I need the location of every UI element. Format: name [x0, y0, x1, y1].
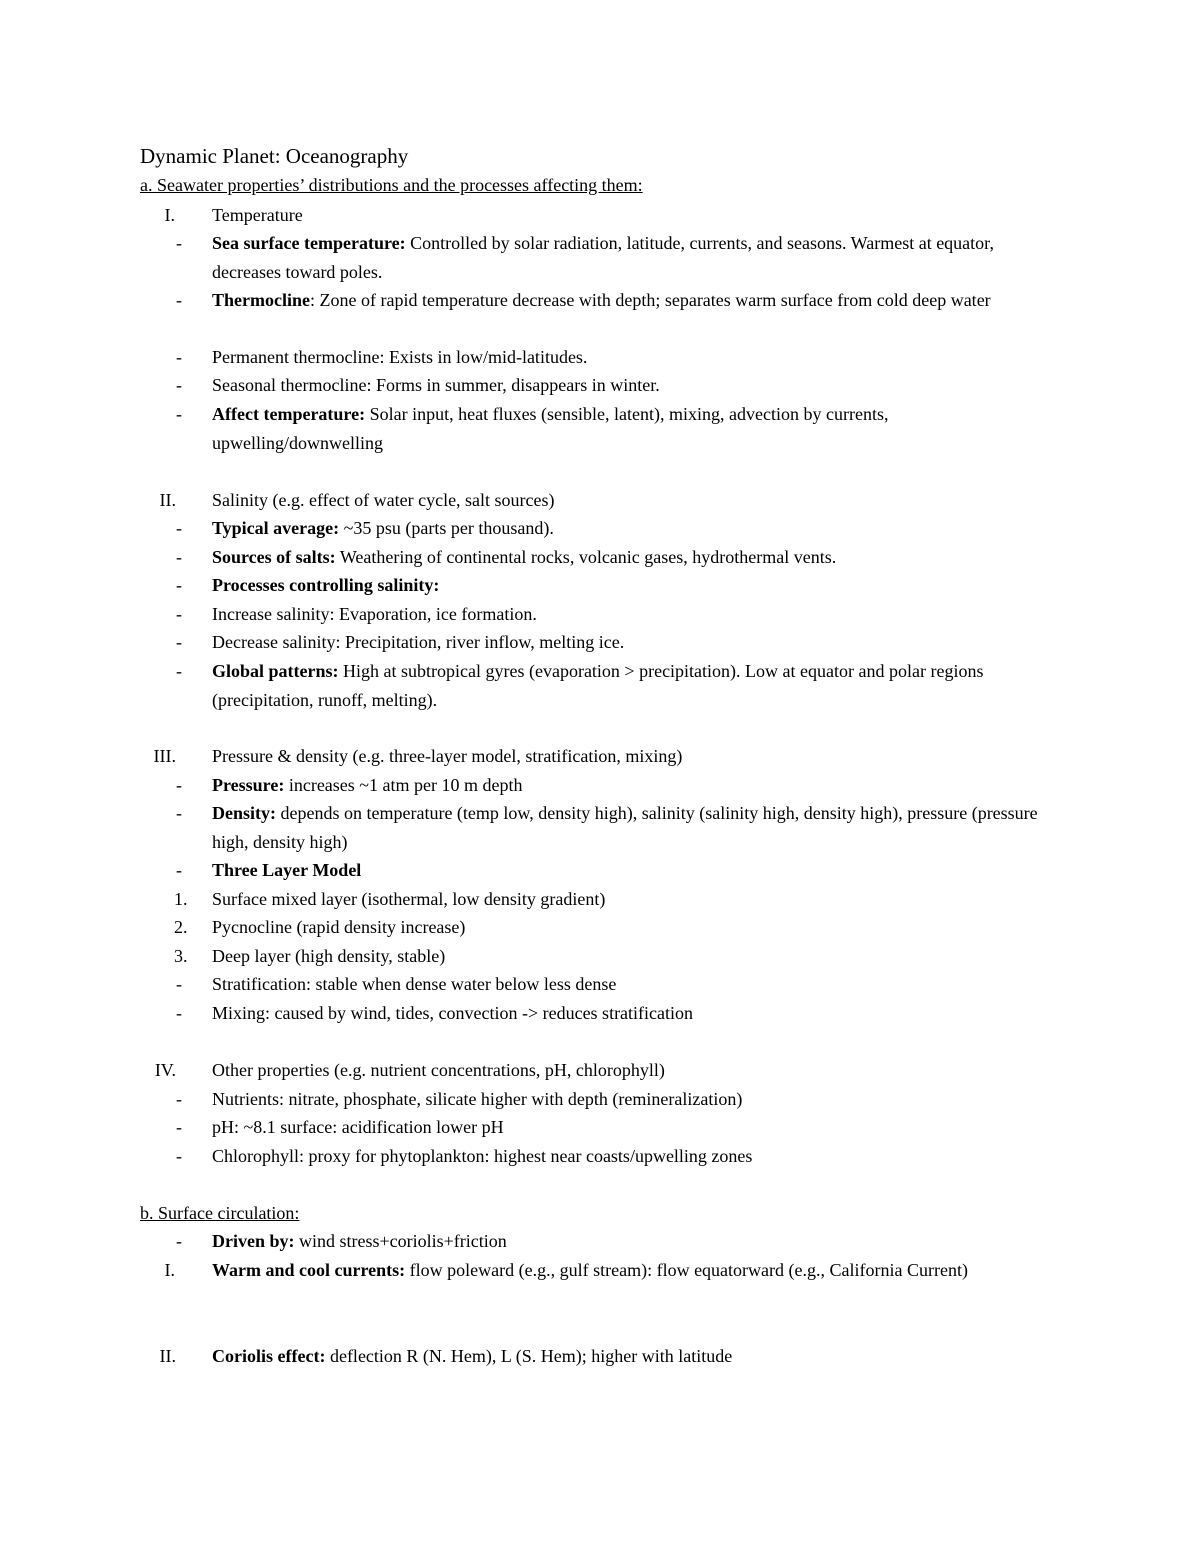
item-text: Solar input, heat fluxes (sensible, latent), mixing, advection by currents, upwelling/downwelling — [212, 404, 889, 453]
dash-bullet: - — [176, 604, 182, 624]
item-text: Surface mixed layer (isothermal, low density gradient) — [212, 889, 606, 909]
roman-numeral: IV. — [154, 1060, 176, 1080]
item-text: Mixing: caused by wind, tides, convection -> reduces stratification — [212, 1003, 694, 1023]
item-term: Density: — [212, 803, 276, 823]
salinity-label: Salinity (e.g. effect of water cycle, salt sources) — [212, 490, 555, 510]
item-number: 1. — [174, 889, 188, 909]
dash-bullet: - — [176, 1117, 182, 1137]
item-text: deflection R (N. Hem), L (S. Hem); higher with latitude — [325, 1346, 733, 1366]
item-text: Stratification: stable when dense water below less dense — [212, 974, 617, 994]
item-term: Sources of salts: — [212, 547, 336, 567]
item-text: Decrease salinity: Precipitation, river inflow, melting ice. — [212, 632, 625, 652]
section-b-heading: b. Surface circulation: — [140, 1203, 300, 1223]
item-text: ~35 psu (parts per thousand). — [339, 518, 554, 538]
item-term: Pressure: — [212, 775, 285, 795]
item-text: pH: ~8.1 surface: acidification lower pH — [212, 1117, 504, 1137]
dash-bullet: - — [176, 1231, 182, 1251]
item-text: Chlorophyll: proxy for phytoplankton: highest near coasts/upwelling zones — [212, 1146, 753, 1166]
dash-bullet: - — [176, 803, 182, 823]
item-text: Weathering of continental rocks, volcanic gases, hydrothermal vents. — [335, 547, 837, 567]
item-term: Global patterns: — [212, 661, 339, 681]
dash-bullet: - — [176, 575, 182, 595]
item-text: increases ~1 atm per 10 m depth — [284, 775, 523, 795]
item-term: Three Layer Model — [212, 860, 362, 880]
item-text: Deep layer (high density, stable) — [212, 946, 446, 966]
dash-bullet: - — [176, 404, 182, 424]
item-text: Increase salinity: Evaporation, ice formation. — [212, 604, 537, 624]
roman-numeral: I. — [164, 1260, 175, 1280]
item-text: High at subtropical gyres (evaporation > precipitation). Low at equator and polar regions (precipitation, runoff, melting). — [212, 661, 984, 710]
item-term: Affect temperature: — [212, 404, 366, 424]
item-term: Typical average: — [212, 518, 340, 538]
item-term: Driven by: — [212, 1231, 295, 1251]
item-number: 2. — [174, 917, 188, 937]
other-properties-label: Other properties (e.g. nutrient concentrations, pH, chlorophyll) — [212, 1060, 665, 1080]
roman-numeral: II. — [159, 490, 176, 510]
dash-bullet: - — [176, 1146, 182, 1166]
dash-bullet: - — [176, 632, 182, 652]
item-term: Sea surface temperature: — [212, 233, 406, 253]
dash-bullet: - — [176, 775, 182, 795]
item-term: Processes controlling salinity: — [212, 575, 440, 595]
item-term: Coriolis effect: — [212, 1346, 326, 1366]
dash-bullet: - — [176, 233, 182, 253]
dash-bullet: - — [176, 661, 182, 681]
document-title: Dynamic Planet: Oceanography — [140, 144, 409, 168]
item-term: Thermocline — [212, 290, 310, 310]
dash-bullet: - — [176, 375, 182, 395]
item-text: wind stress+coriolis+friction — [294, 1231, 507, 1251]
roman-numeral: III. — [153, 746, 176, 766]
dash-bullet: - — [176, 860, 182, 880]
roman-numeral: I. — [164, 205, 175, 225]
dash-bullet: - — [176, 547, 182, 567]
section-a-heading: a. Seawater properties’ distributions and the processes affecting them: — [140, 175, 643, 195]
item-text: Controlled by solar radiation, latitude, currents, and seasons. Warmest at equator, decreases toward poles. — [212, 233, 994, 282]
item-text: Seasonal thermocline: Forms in summer, disappears in winter. — [212, 375, 660, 395]
item-text: Permanent thermocline: Exists in low/mid-latitudes. — [212, 347, 588, 367]
item-text: flow poleward (e.g., gulf stream): flow equatorward (e.g., California Current) — [405, 1260, 968, 1280]
dash-bullet: - — [176, 290, 182, 310]
dash-bullet: - — [176, 347, 182, 367]
dash-bullet: - — [176, 1089, 182, 1109]
item-number: 3. — [174, 946, 188, 966]
item-text: depends on temperature (temp low, density high), salinity (salinity high, density high), pressure (pressure high, density high) — [212, 803, 1038, 852]
dash-bullet: - — [176, 974, 182, 994]
dash-bullet: - — [176, 1003, 182, 1023]
dash-bullet: - — [176, 518, 182, 538]
roman-numeral: II. — [159, 1346, 176, 1366]
item-text: : Zone of rapid temperature decrease with depth; separates warm surface from cold deep water — [309, 290, 991, 310]
item-text: Pycnocline (rapid density increase) — [212, 917, 466, 937]
item-term: Warm and cool currents: — [212, 1260, 406, 1280]
pressure-label: Pressure & density (e.g. three-layer model, stratification, mixing) — [212, 746, 683, 766]
item-text: Nutrients: nitrate, phosphate, silicate higher with depth (remineralization) — [212, 1089, 743, 1109]
temperature-label: Temperature — [212, 205, 303, 225]
